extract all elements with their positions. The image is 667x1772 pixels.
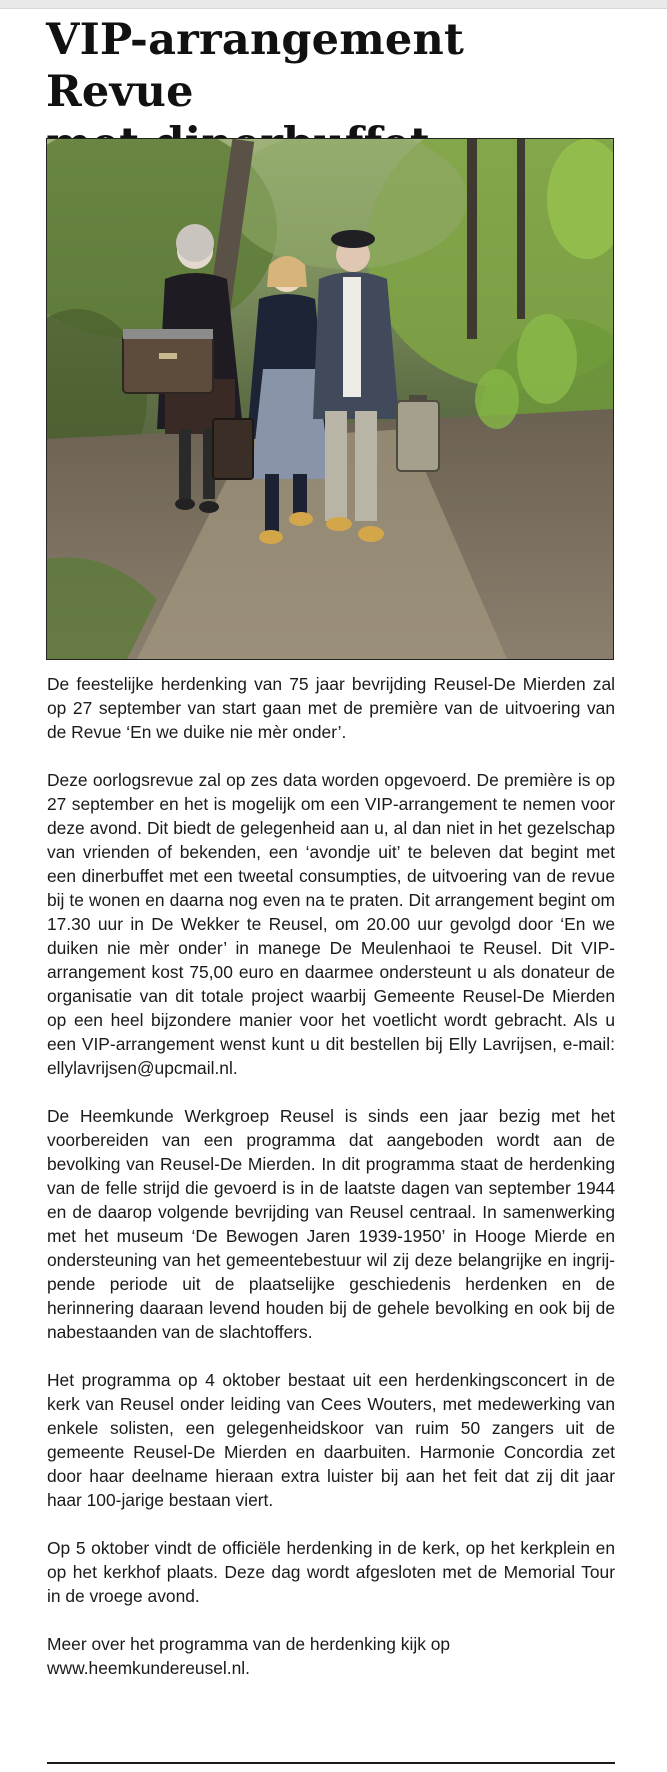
paragraph-website: Meer over het programma van de herdenking kijk op www.heemkundereusel.nl. xyxy=(47,1634,451,1678)
forest-path-illustration xyxy=(47,139,613,659)
bottom-divider xyxy=(47,1762,615,1764)
paragraph-herdenking: Op 5 oktober vindt de officiële herdenking in de kerk, op het kerkplein en op het kerkhof plaats. Deze dag wordt afgesloten met de Memorial Tour in de vroege avond. xyxy=(47,1538,615,1606)
paragraph-intro: De feestelijke herdenking van 75 jaar bevrijding Reusel-De Mierden zal op 27 september van start gaan met de première van de uitvoering van de Revue ‘En we duike nie mèr onder’. xyxy=(47,674,615,742)
paragraph-concert: Het programma op 4 oktober bestaat uit een herdenkingsconcert in de kerk van Reusel onder leiding van Cees Wouters, met medewerking van enkele solisten, een gelegenheidskoor van ruim 50 zangers uit de gemeente Reusel-De Mierden en daarbuiten. Harmonie Concordia zet door haar deelname hieraan extra luister bij aan het feit dat zij dit jaar haar 100-jarige bestaan viert. xyxy=(47,1370,615,1510)
paragraph-vip: Deze oorlogsrevue zal op zes data worden opgevoerd. De première is op 27 september en het is mogelijk om een VIP-arrangement te nemen voor deze avond. Dit biedt de gelegenheid aan u, al dan niet in het gezelschap van vrienden of bekenden, een ‘avondje uit’ te beleven dat begint met een dinerbuffet met een tweetal consumpties, de uitvoering van de revue bij te wonen en daarna nog even na te praten. Dit arrangement begint om 17.30 uur in De Wekker te Reusel, om 20.00 uur gevolgd door ‘En we duiken nie mèr onder’ in manege De Meulenhaoi te Reusel. Dit VIP-arrangement kost 75,00 euro en daarmee ondersteunt u als donateur de organisatie van dit totale project waarbij Gemeente Reusel-De Mierden op een heel bijzondere manier voor het voetlicht wordt gebracht. Als u een VIP-arrangement wenst kunt u dit bestellen bij Elly Lavrijsen, e-mail: ellylavrijsen@upcmail.nl. xyxy=(47,770,615,1078)
top-divider xyxy=(0,0,667,9)
paragraph-heemkunde: De Heemkunde Werkgroep Reusel is sinds een jaar bezig met het voorbereiden van een programma dat aangeboden wordt aan de bevolking van Reusel-De Mierden. In dit programma staat de herdenking van de felle strijd die gevoerd is in de laatste dagen van september 1944 en de daarop volgende bevrijding van Reusel centraal. In samenwerking met het museum ‘De Bewogen Jaren 1939-1950’ in Hooge Mierde en ondersteuning van het gemeentebestuur wil zij deze belangrijke en ingrijpende periode uit de plaatselijke geschiedenis herdenken en de herinnering daaraan levend houden bij de gehele bevolking en ook bij de nabestaanden van de slachtoffers. xyxy=(47,1106,615,1342)
article-body xyxy=(47,672,615,1680)
headline-line-1: VIP-arrangement Revue xyxy=(46,15,465,117)
article-photo xyxy=(46,138,614,660)
